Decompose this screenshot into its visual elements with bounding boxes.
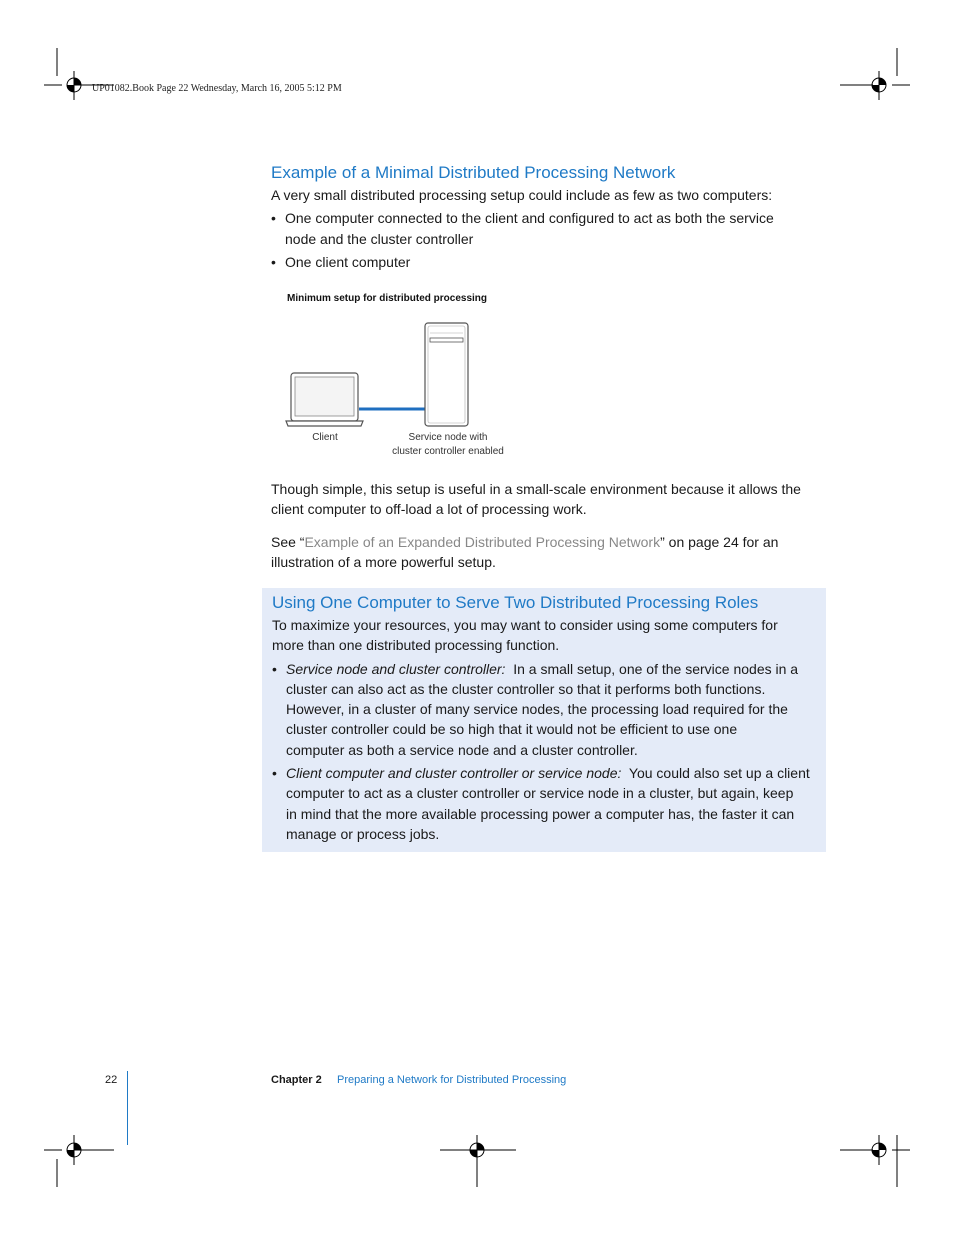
see-prefix: See “ — [271, 534, 305, 550]
paragraph-line: Though simple, this setup is useful in a small-scale environment because it allows the — [271, 481, 801, 497]
list-item-term: Client computer and cluster controller or service node: — [286, 765, 622, 781]
paragraph-line — [271, 532, 816, 552]
crop-mark-top-right — [840, 48, 910, 123]
footer-chapter: Chapter 2 — [271, 1074, 322, 1086]
list-item-term: Service node and cluster controller: — [286, 661, 506, 677]
bullet-dot: • — [271, 254, 276, 270]
see-suffix: ” on page 24 for an — [660, 534, 779, 550]
network-diagram-graphic — [285, 320, 485, 432]
list-item-line: However, in a cluster of many service nodes, the processing load required for the — [286, 701, 788, 717]
list-item-line: in mind that the more available processing power a computer has, the faster it can — [286, 806, 795, 822]
list-item-text — [286, 659, 798, 680]
paragraph-line: To maximize your resources, you may want to consider using some computers for — [272, 617, 778, 633]
bullet-dot: • — [272, 661, 277, 677]
crop-mark-bottom-left — [44, 1112, 114, 1187]
crop-mark-bottom-right — [840, 1112, 910, 1187]
list-item-line: In a small setup, one of the service nodes in a — [513, 661, 799, 677]
bullet-dot: • — [272, 765, 277, 781]
section-intro — [272, 615, 817, 655]
page-number: 22 — [105, 1074, 118, 1086]
section-heading-two-roles: Using One Computer to Serve Two Distributed Processing Roles — [272, 593, 759, 612]
paragraph-line: client computer to off-load a lot of processing work. — [271, 501, 587, 517]
client-laptop-icon — [286, 373, 363, 426]
list-item-line: You could also set up a client — [628, 765, 810, 781]
server-label-line: Service node with — [408, 432, 488, 443]
paragraph-line: illustration of a more powerful setup. — [271, 554, 496, 570]
list-item-line: computer to act as a cluster controller or service node in a cluster, but again, keep — [286, 785, 794, 801]
figure-caption: Minimum setup for distributed processing — [287, 293, 488, 304]
list-item-line: manage or process jobs. — [286, 826, 440, 842]
bullet-dot: • — [271, 210, 276, 226]
crop-mark-bottom-center — [440, 1112, 516, 1187]
client-label: Client — [312, 432, 338, 443]
network-diagram — [285, 320, 485, 432]
list-item-text: One client computer — [285, 254, 411, 270]
footer-rule — [127, 1071, 128, 1145]
paragraph-line: more than one distributed processing function. — [272, 637, 560, 653]
cross-reference-link[interactable]: Example of an Expanded Distributed Processing Network — [304, 534, 661, 550]
section-heading-minimal-network: Example of a Minimal Distributed Processing Network — [271, 163, 676, 182]
paragraph-see-also — [271, 532, 816, 572]
print-slug: UP01082.Book Page 22 Wednesday, March 16, 2005 5:12 PM — [92, 83, 342, 94]
footer-chapter-title: Preparing a Network for Distributed Processing — [337, 1074, 567, 1086]
server-label-line: cluster controller enabled — [392, 446, 504, 457]
list-item-text: node and the cluster controller — [285, 231, 474, 247]
server-tower-icon — [425, 323, 468, 426]
list-item — [272, 763, 812, 847]
list-item-text: One computer connected to the client and configured to act as both the service — [285, 210, 774, 226]
paragraph-simple-setup — [271, 479, 816, 519]
list-item — [271, 252, 816, 273]
list-item — [272, 659, 812, 763]
list-item-text — [286, 763, 810, 784]
list-item-line: computer as both a service node and a cluster controller. — [286, 742, 638, 758]
list-item — [271, 208, 816, 250]
list-item-line: cluster can also act as the cluster controller so that it performs both functions. — [286, 681, 766, 697]
server-label — [378, 431, 518, 459]
section-intro: A very small distributed processing setup could include as few as two computers: — [271, 187, 773, 203]
list-item-line: cluster controller could be so high that it would not be efficient to use one — [286, 721, 738, 737]
